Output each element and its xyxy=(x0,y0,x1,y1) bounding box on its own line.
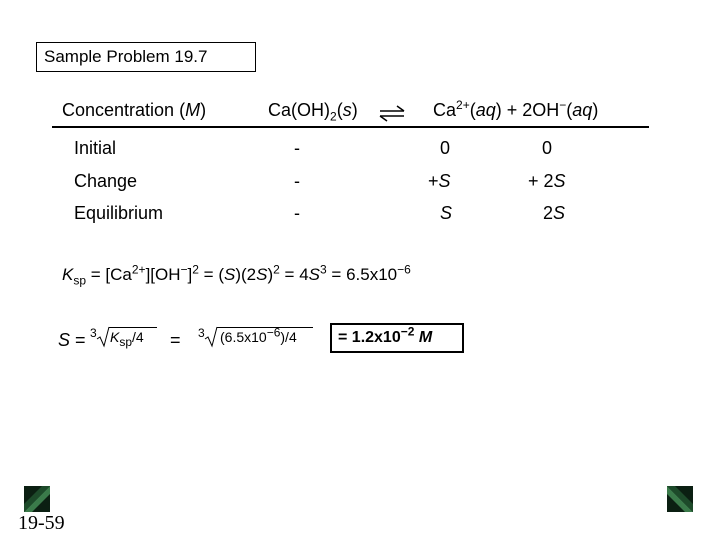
row-initial-hydroxide xyxy=(542,138,552,159)
ksp-sup: 3 xyxy=(320,262,327,277)
radical-bar xyxy=(109,327,157,328)
hydroxide-value: 0 xyxy=(542,138,553,158)
ksp-k: K xyxy=(62,265,74,284)
radicand-2 xyxy=(220,325,297,345)
hydroxide-state-close: ) xyxy=(592,100,599,120)
radicand-value: (6.5x10 xyxy=(220,329,267,345)
ksp-text: = [Ca xyxy=(86,265,132,284)
ksp-text: = ( xyxy=(198,265,224,284)
ksp-subscript: sp xyxy=(73,273,87,288)
ksp-sup: −6 xyxy=(397,262,411,277)
reactant-state-open: ( xyxy=(336,100,343,120)
ksp-s: S xyxy=(308,265,321,284)
reactant-state: s xyxy=(342,100,352,120)
slide-number: 19-59 xyxy=(18,512,65,534)
calcium-charge: 2+ xyxy=(456,98,470,112)
calcium-value: 0 xyxy=(440,138,451,158)
product-hydroxide: ) + 2OH xyxy=(495,100,560,120)
row-change-solid: - xyxy=(294,171,300,191)
row-equilibrium-hydroxide xyxy=(543,203,565,224)
answer-exponent: −2 xyxy=(400,324,415,339)
problem-title: Sample Problem 19.7 xyxy=(36,42,256,72)
product-calcium: Ca xyxy=(433,100,457,120)
ksp-text: ][OH xyxy=(145,265,181,284)
radical-bar xyxy=(217,327,313,328)
row-initial-solid: - xyxy=(294,138,300,158)
answer-unit: M xyxy=(418,329,433,346)
header-underline xyxy=(52,126,649,128)
ksp-expression xyxy=(62,262,411,288)
hydroxide-prefix: + 2 xyxy=(528,171,554,191)
row-change-hydroxide xyxy=(528,171,566,192)
reactant-subscript: 2 xyxy=(330,109,337,124)
header-concentration-label: Concentration ( xyxy=(62,100,186,120)
equilibrium-arrows-icon xyxy=(378,104,406,124)
radicand-exponent: −6 xyxy=(266,325,281,340)
ksp-sup: 2+ xyxy=(131,262,146,277)
row-equilibrium-label: Equilibrium xyxy=(74,203,164,223)
corner-decoration-icon xyxy=(667,486,693,512)
ksp-s: S xyxy=(256,265,268,284)
hydroxide-charge: − xyxy=(559,98,567,112)
root-index-1: 3 xyxy=(90,326,97,340)
header-concentration xyxy=(62,100,206,121)
calcium-variable: S xyxy=(440,203,453,223)
calcium-state: aq xyxy=(475,100,496,120)
ksp-text: = 4 xyxy=(279,265,309,284)
radical-sign-icon xyxy=(96,326,110,348)
radicand-subscript: sp xyxy=(119,334,133,349)
ksp-sup: 2 xyxy=(273,262,280,277)
answer-box xyxy=(330,323,464,353)
header-molarity-symbol: M xyxy=(185,100,201,120)
reactant-formula: Ca(OH) xyxy=(268,100,330,120)
hydroxide-state-open: ( xyxy=(566,100,573,120)
solution-s xyxy=(58,330,86,351)
ksp-sup: 2 xyxy=(192,262,199,277)
hydroxide-variable: S xyxy=(553,171,566,191)
solution-equals: = xyxy=(70,330,86,350)
header-products xyxy=(433,100,598,121)
row-initial-label: Initial xyxy=(74,138,117,158)
ksp-s: S xyxy=(224,265,236,284)
row-equilibrium-solid: - xyxy=(294,203,300,223)
corner-decoration-icon xyxy=(24,486,50,512)
ksp-text: )(2 xyxy=(235,265,257,284)
header-concentration-close: ) xyxy=(200,100,207,120)
calcium-state-open: ( xyxy=(469,100,476,120)
row-equilibrium-calcium xyxy=(440,203,452,224)
header-reactant xyxy=(268,100,358,124)
ksp-sup: − xyxy=(180,262,188,277)
row-change-calcium xyxy=(428,171,451,192)
solution-s-symbol: S xyxy=(58,330,71,350)
hydroxide-state: aq xyxy=(572,100,593,120)
row-initial-calcium xyxy=(440,138,450,159)
radicand-k: K xyxy=(110,329,120,345)
radical-sign-icon xyxy=(204,326,218,348)
hydroxide-prefix: 2 xyxy=(543,203,554,223)
calcium-variable: S xyxy=(438,171,451,191)
ksp-text: ] xyxy=(187,265,193,284)
reactant-state-close: ) xyxy=(351,100,358,120)
ksp-text: ) xyxy=(267,265,274,284)
radicand-divisor: )/4 xyxy=(280,329,297,345)
hydroxide-variable: S xyxy=(553,203,566,223)
answer-value: = 1.2x10 xyxy=(338,329,401,346)
root-index-2: 3 xyxy=(198,326,205,340)
radicand-1 xyxy=(110,329,144,349)
solution-equals-2: = xyxy=(170,330,181,350)
calcium-prefix: + xyxy=(428,171,439,191)
ksp-text: = 6.5x10 xyxy=(326,265,398,284)
row-change-label: Change xyxy=(74,171,138,191)
radicand-divisor: /4 xyxy=(132,329,144,345)
